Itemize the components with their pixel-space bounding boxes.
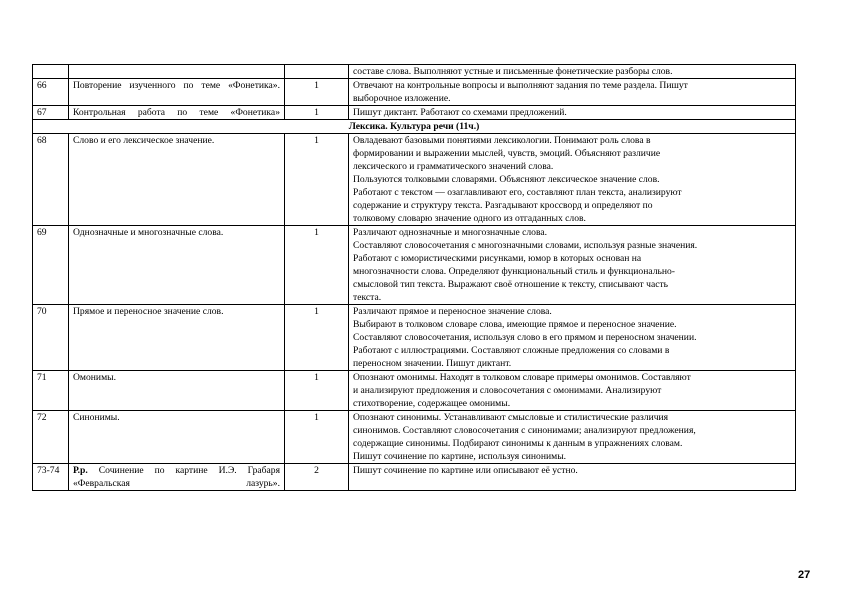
activity-line <box>353 477 791 490</box>
lesson-topic-cell <box>69 464 285 491</box>
lesson-activities <box>349 134 796 226</box>
activity-line: Пишут диктант. Работают со схемами предложений. <box>353 107 567 118</box>
activity-line: Составляют словосочетания с многозначными словами, используя разные значения. <box>353 240 698 251</box>
activity-line: формировании и выражении мыслей, чувств, эмоций. Объясняют различие <box>353 148 661 159</box>
activity-line: Опознают омонимы. Находят в толковом словаре примеры омонимов. Составляют <box>353 372 691 383</box>
activity-line: Составляют словосочетания, используя слово в его прямом и переносном значении. <box>353 332 697 343</box>
lesson-topic: Контрольная работа по теме «Фонетика» <box>69 106 285 120</box>
section-title: Лексика. Культура речи (11ч.) <box>33 120 796 134</box>
activity-line: текста. <box>353 292 382 303</box>
lesson-hours <box>285 65 349 79</box>
lesson-number: 69 <box>33 226 69 305</box>
activity-line: Пишут сочинение по картине, используя синонимы. <box>353 451 567 462</box>
speech-development-marker: Р.р. <box>73 465 88 476</box>
activity-line: синонимов. Составляют словосочетания с синонимами; анализируют предложения, <box>353 425 696 436</box>
lesson-number: 70 <box>33 305 69 371</box>
lesson-activities <box>349 106 796 120</box>
activity-line: Работают с иллюстрациями. Составляют сложные предложения со словами в <box>353 345 670 356</box>
activity-line: Различают прямое и переносное значение слова. <box>353 306 552 317</box>
lesson-topic: Повторение изученного по теме «Фонетика». <box>69 79 285 106</box>
lesson-topic <box>69 65 285 79</box>
lesson-hours: 2 <box>285 464 349 491</box>
activity-line: стихотворение, содержащее омонимы. <box>353 398 511 409</box>
activity-line: Пишут сочинение по картине или описывают её устно. <box>353 465 578 476</box>
lesson-number: 73-74 <box>33 464 69 491</box>
lesson-activities <box>349 464 796 491</box>
table-row <box>33 464 796 491</box>
lesson-hours: 1 <box>285 371 349 411</box>
lesson-topic: Омонимы. <box>69 371 285 411</box>
activity-line: переносном значении. Пишут диктант. <box>353 358 512 369</box>
table-row <box>33 411 796 464</box>
lesson-activities <box>349 79 796 106</box>
activity-line: Овладевают базовыми понятиями лексикологии. Понимают роль слова в <box>353 135 651 146</box>
table-row <box>33 65 796 79</box>
activity-line: многозначности слова. Определяют функциональный стиль и функционально- <box>353 266 675 277</box>
lesson-topic: Слово и его лексическое значение. <box>69 134 285 226</box>
table-row <box>33 226 796 305</box>
activity-line: Различают однозначные и многозначные слова. <box>353 227 548 238</box>
lesson-hours: 1 <box>285 305 349 371</box>
activity-line: содержание и структуру текста. Разгадывают кроссворд и определяют по <box>353 200 653 211</box>
activity-line: Работают с текстом — озаглавливают его, составляют план текста, анализируют <box>353 187 682 198</box>
lesson-hours: 1 <box>285 411 349 464</box>
lesson-plan-body <box>33 65 796 491</box>
activity-line: Опознают синонимы. Устанавливают смысловые и стилистические различия <box>353 412 669 423</box>
activity-line: и анализируют предложения и словосочетания с омонимами. Анализируют <box>353 385 662 396</box>
lesson-activities <box>349 305 796 371</box>
lesson-activities <box>349 371 796 411</box>
lesson-activities <box>349 65 796 79</box>
lesson-topic: Однозначные и многозначные слова. <box>69 226 285 305</box>
lesson-hours: 1 <box>285 226 349 305</box>
activity-line: выборочное изложение. <box>353 93 451 104</box>
lesson-plan-table <box>32 64 796 491</box>
lesson-topic: Сочинение по картине И.Э. Грабаря «Февральская лазурь». <box>73 465 280 489</box>
lesson-hours: 1 <box>285 106 349 120</box>
lesson-number: 71 <box>33 371 69 411</box>
lesson-number: 68 <box>33 134 69 226</box>
lesson-hours: 1 <box>285 134 349 226</box>
page-number: 27 <box>798 569 811 581</box>
lesson-activities <box>349 411 796 464</box>
lesson-topic: Синонимы. <box>69 411 285 464</box>
activity-line: содержащие синонимы. Подбирают синонимы к данным в упражнениях словам. <box>353 438 683 449</box>
lesson-number: 67 <box>33 106 69 120</box>
activity-line: Пользуются толковыми словарями. Объясняют лексическое значение слов. <box>353 174 660 185</box>
lesson-number: 72 <box>33 411 69 464</box>
activity-line: толковому словарю значение одного из отгаданных слов. <box>353 213 586 224</box>
table-row <box>33 305 796 371</box>
table-row <box>33 134 796 226</box>
activity-line: Работают с юмористическими рисунками, юмор в которых основан на <box>353 253 642 264</box>
activity-line: лексического и грамматического значений слова. <box>353 161 554 172</box>
lesson-number <box>33 65 69 79</box>
table-row <box>33 106 796 120</box>
table-row <box>33 79 796 106</box>
section-row <box>33 120 796 134</box>
activity-line: Отвечают на контрольные вопросы и выполняют задания по теме раздела. Пишут <box>353 80 688 91</box>
lesson-number: 66 <box>33 79 69 106</box>
lesson-topic: Прямое и переносное значение слов. <box>69 305 285 371</box>
lesson-activities <box>349 226 796 305</box>
activity-line: Выбирают в толковом словаре слова, имеющие прямое и переносное значение. <box>353 319 677 330</box>
activity-line: смысловой тип текста. Выражают своё отношение к тексту, списывают часть <box>353 279 669 290</box>
table-row <box>33 371 796 411</box>
lesson-hours: 1 <box>285 79 349 106</box>
activity-line: составе слова. Выполняют устные и письменные фонетические разборы слов. <box>353 66 673 77</box>
